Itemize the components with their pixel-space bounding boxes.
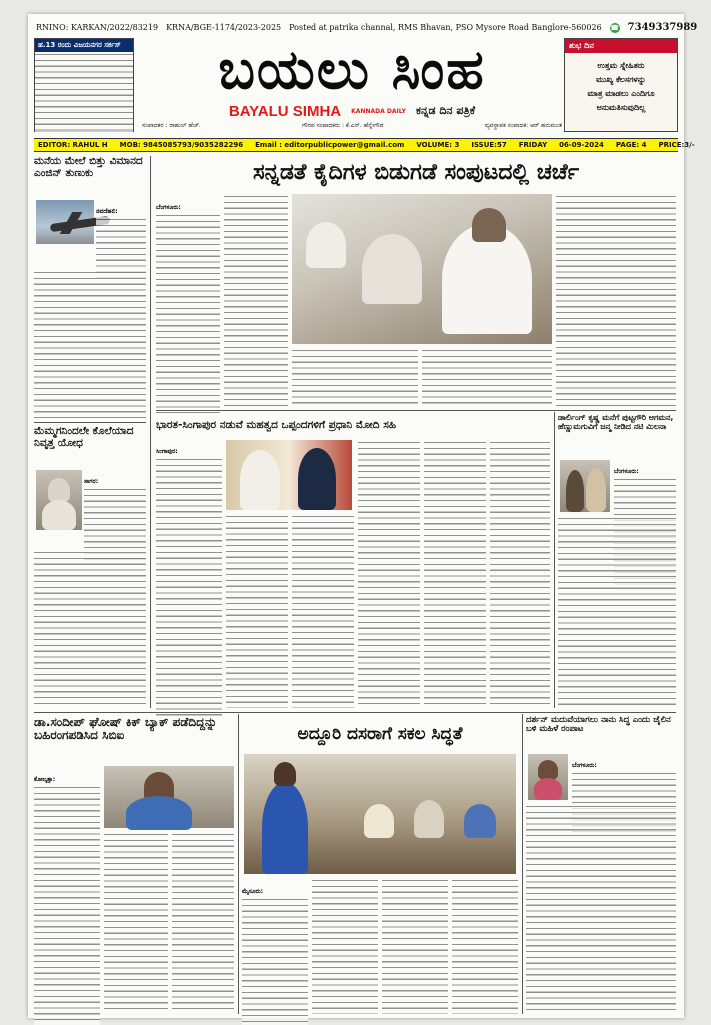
- paper-tagline: ಕನ್ನಡ ದಿನ ಪತ್ರಿಕೆ: [415, 104, 476, 117]
- right-ear-title: ಶುಭ ದಿನ: [565, 39, 677, 53]
- plane-headline-wrap: [34, 156, 146, 196]
- left-ear-text: [35, 52, 133, 132]
- plane-dateline: ನವದೆಹಲಿ:: [96, 208, 118, 215]
- main-dateline: ಬೆಂಗಳೂರು:: [156, 204, 181, 211]
- darling-body: [558, 516, 676, 708]
- dasara-headline-wrap: [242, 716, 518, 752]
- dasara-body-col2: [312, 878, 378, 1014]
- sandeep-headline-wrap: [34, 716, 234, 762]
- main-headline-wrap: [156, 156, 676, 190]
- modi-singapore-photo: [226, 440, 352, 510]
- soldier-dateline: ಸಾಗರ:: [84, 478, 99, 485]
- darshan-headline: ದರ್ಶನ್ ಮದುವೆಯಾಗಲು ನಾನು ಸಿದ್ಧ ಎಂದು ಜೈಲಿನ ಬಳಿ ಮಹಿಳೆ ರಂಪಾಟ: [526, 715, 671, 735]
- modi-body-col6: [490, 440, 550, 708]
- soldier-body: [34, 550, 146, 708]
- info-bar: [34, 138, 695, 152]
- editor-credits: [142, 122, 562, 134]
- dasara-meeting-photo: [244, 754, 516, 874]
- modi-body-col1: [156, 438, 222, 708]
- phone-number: ☎ 7349337989: [610, 21, 698, 33]
- main-body-col4: [422, 348, 552, 406]
- paper-title-kannada: ಬಯಲು ಸಿಂಹ: [218, 37, 486, 101]
- modi-body-col4: [358, 440, 420, 708]
- rni-number: RNINO: KARKAN/2022/83219: [36, 22, 159, 32]
- soldier-headline: ಮೆಮ್ಮಗನಿಂದಲೇ ಕೊಲೆಯಾದ ನಿವೃತ್ತ ಯೋಧ: [34, 425, 134, 449]
- whatsapp-icon: ☎: [610, 22, 620, 32]
- info-page: PAGE: 4: [615, 141, 647, 149]
- modi-headline: ಭಾರತ-ಸಿಂಗಾಪುರ ನಡುವೆ ಮಹತ್ವದ ಒಪ್ಪಂದಗಳಿಗೆ ಪ್ರಧಾನಿ ಮೋದಿ ಸಹಿ: [156, 419, 397, 431]
- darshan-dateline: ಬೆಂಗಳೂರು:: [572, 762, 597, 769]
- right-ear-box: [564, 38, 678, 132]
- plane-body: [34, 270, 146, 418]
- masthead: [34, 34, 678, 138]
- left-ear-box: [34, 38, 134, 132]
- sandeep-headline: ಡಾ.ಸಂದೀಪ್ ಘೋಷ್ ಕಿಕ್ ಬ್ಯಾಕ್ ಪಡೆದಿದ್ದನ್ನು ಬಹಿರಂಗಪಡಿಸಿದ ಸಿಬಿಐ: [34, 715, 218, 743]
- main-body-col2: [224, 194, 288, 406]
- darling-family-photo: [560, 460, 610, 512]
- plane-body-top: [96, 198, 146, 268]
- info-price: PRICE:3/-: [658, 141, 695, 149]
- info-volume: VOLUME: 3: [416, 141, 460, 149]
- plane-headline: ಮನೆಯ ಮೇಲೆ ಬಿತ್ತು ವಿಮಾನದ ಎಂಜಿನ್ ತುಣುಕು: [34, 155, 143, 179]
- soldier-headline-wrap: [34, 426, 146, 466]
- modi-body-col3: [292, 514, 354, 708]
- darshan-headline-wrap: [526, 716, 676, 748]
- main-body-col5: [556, 194, 676, 406]
- top-registration-line: [36, 20, 698, 34]
- paper-title-english: BAYALU SIMHA: [228, 102, 342, 120]
- sandeep-photo: [104, 766, 234, 828]
- info-editor: EDITOR: RAHUL H: [38, 141, 108, 149]
- darling-headline-wrap: [558, 414, 676, 454]
- soldier-body-top: [84, 468, 146, 548]
- info-issue: ISSUE:57: [471, 141, 507, 149]
- dasara-body-col3: [382, 878, 448, 1014]
- sandeep-body-col1: [34, 766, 100, 1014]
- darling-dateline: ಬೆಂಗಳೂರು:: [614, 468, 639, 475]
- modi-body-col2: [226, 514, 288, 708]
- darling-headline: ಡಾರ್ಲಿಂಗ್ ಕೃಷ್ಣ ಮನೆಗೆ ಪುಟ್ಟಗೌರಿ ಆಗಮನ, ಹೆಣ್ಣುಮಗುವಿಗೆ ಜನ್ಮ ನೀಡಿದ ನಟಿ ಮಿಲನಾ: [558, 413, 674, 431]
- managing-editor-credit: ವ್ಯವಸ್ಥಾಪಕ ಸಂಪಾದಕ: ಆರ್ ಹನುಮಂತ: [484, 122, 562, 129]
- left-ear-title: ಹ.13 ರಂದು ವಿಜಯನಗರ ಸರ್ಕಸ್: [35, 39, 133, 52]
- dasara-dateline: ಮೈಸೂರು:: [242, 888, 264, 895]
- sandeep-dateline: ಕೋಲ್ಕತ್ತಾ:: [34, 776, 56, 783]
- darshan-woman-photo: [528, 754, 568, 800]
- soldier-photo: [36, 470, 82, 530]
- dasara-body-col1: [242, 878, 308, 1014]
- cabinet-meeting-photo: [292, 194, 552, 344]
- main-body-col3: [292, 348, 418, 406]
- sandeep-body-col2: [104, 832, 168, 1014]
- editor-credit: ಸಂಪಾದಕರ : ರಾಹುಲ್ ಹೆಚ್.: [142, 122, 201, 129]
- plane-photo: [36, 200, 94, 244]
- paper-kannada-daily: KANNADA DAILY: [351, 107, 406, 115]
- info-email: Email : editorpublicpower@gmail.com: [255, 141, 405, 149]
- modi-body-col5: [424, 440, 486, 708]
- postal-note: Posted at patrika channal, RMS Bhavan, PSO Mysore Road Banglore-560026: [289, 22, 602, 32]
- modi-headline-wrap: [156, 414, 548, 436]
- masthead-subtitle: [142, 102, 562, 120]
- sandeep-body-col3: [172, 832, 234, 1014]
- main-headline: ಸನ್ನಡತೆ ಕೈದಿಗಳ ಬಿಡುಗಡೆ ಸಂಪುಟದಲ್ಲಿ ಚರ್ಚೆ: [252, 160, 580, 185]
- dasara-body-col4: [452, 878, 518, 1014]
- newspaper-page: [28, 14, 698, 1018]
- dasara-headline: ಅದ್ದೂರಿ ದಸರಾಗೆ ಸಕಲ ಸಿದ್ಧತೆ: [297, 724, 463, 744]
- info-mobile: MOB: 9845085793/9035282296: [119, 141, 244, 149]
- modi-dateline: ಸಿಂಗಾಪುರ:: [156, 448, 178, 455]
- honorary-editor-credit: ಗೌರವ ಸಂಪಾದಕರು : ಕೆ.ಎನ್. ಹೆನ್ನೇಗೌಡ: [302, 122, 384, 129]
- quote-of-day: ಉತ್ತಮ ಸ್ನೇಹಿತರು ಮುಖ್ಯ ಕೆಲಸಗಳನ್ನು ಮಾತ್ರ ಮಾಡಲು ಎಂದಿಗೂ ಅನುಮತಿಸುವುದಿಲ್ಲ: [587, 61, 655, 112]
- info-day: FRIDAY: [518, 141, 548, 149]
- darshan-body: [526, 804, 676, 1014]
- info-date: 06-09-2024: [559, 141, 604, 149]
- krna-number: KRNA/BGE-1174/2023-2025: [166, 22, 282, 32]
- main-body-col1: [156, 194, 220, 406]
